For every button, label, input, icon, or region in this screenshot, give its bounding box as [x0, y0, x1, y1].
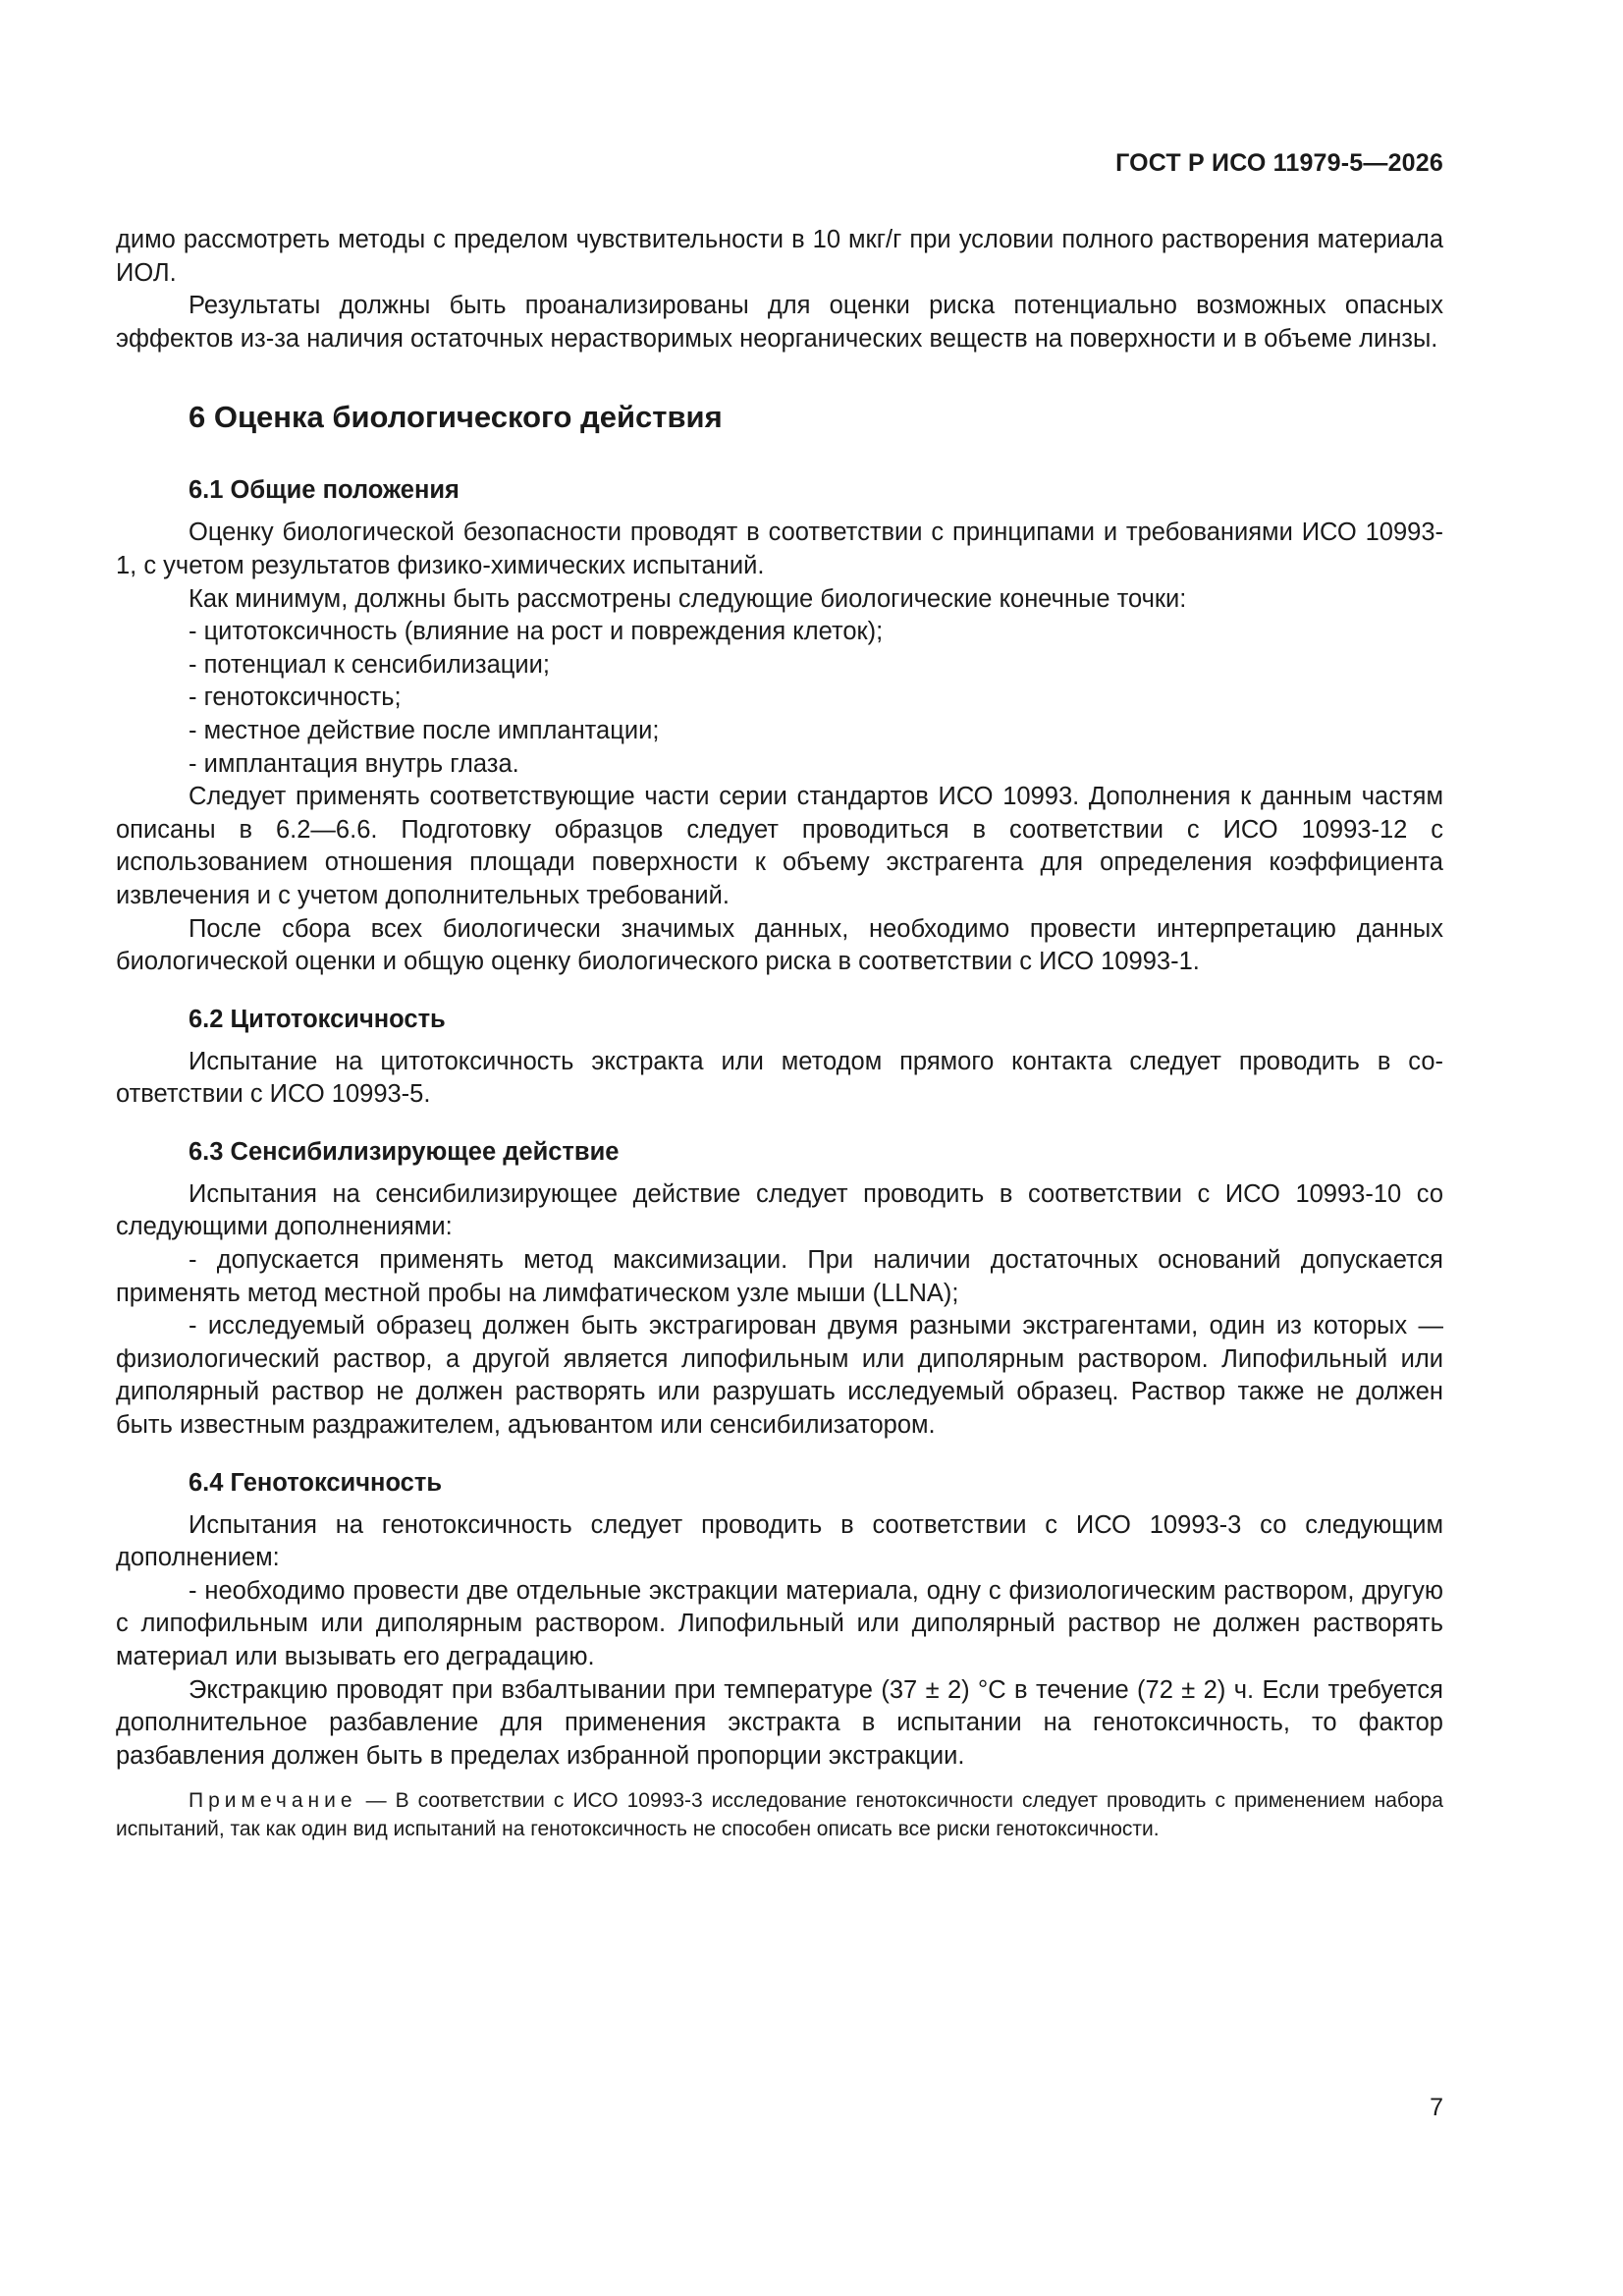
section-6-2-title: 6.2 Цитотоксичность [189, 1005, 446, 1033]
list-item: - допускается применять метод максимизации. При наличии достаточных оснований допускается применять метод местной пробы на лимфатическом узле мыши (LLNA); [116, 1246, 1443, 1307]
section-6-1-title: 6.1 Общие положения [189, 476, 460, 505]
list-item: - потенциал к сенсибилизации; [189, 650, 550, 679]
list-item: - генотоксичность; [189, 683, 402, 712]
section-6-4-paragraph-2: Экстракцию проводят при взбалтывании при температуре (37 ± 2) °С в течение (72 ± 2) ч. Если требуется дополнительное разбавление для применения экстракта в испытании на генотоксичность, то фактор разбавления должен быть в пределах избранной пропорции экстракции. [116, 1675, 1443, 1770]
section-6-1-paragraph-1: Оценку биологической безопасности проводят в соответствии с принципами и требованиями ИСО 10993-1, с учетом результатов физико-химических испытаний. [116, 519, 1443, 579]
section-6-4-title: 6.4 Генотоксичность [189, 1468, 443, 1497]
list-item: - имплантация внутрь глаза. [189, 749, 519, 778]
note-text: — В соответствии с ИСО 10993-3 исследование генотоксичности следует проводить с применением набора испытаний, так как один вид испытаний на генотоксичность не способен описать все риски генотоксичности. [116, 1789, 1443, 1841]
section-6-1-paragraph-3: Следует применять соответствующие части серии стандартов ИСО 10993. Дополнения к данным частям описаны в 6.2—6.6. Подготовку образцов следует проводиться в соответствии с ИСО 10993-12 с использованием отношения площади поверхности к объему экстрагента для определения коэффициента извлечения и с учетом дополнительных требований. [116, 783, 1443, 909]
note-label: Примечание [189, 1789, 357, 1813]
list-item: - исследуемый образец должен быть экстрагирован двумя разными экстрагентами, один из которых — физиологический раствор, а другой является липофильным или диполярным раствором. Липофильный или диполярный раствор не должен растворять или разрушать исследуемый образец. Раствор также не должен быть известным раздражителем, адъювантом или сенсибилизатором. [116, 1312, 1443, 1440]
intro-paragraph-2: Результаты должны быть проанализированы для оценки риска потенциально возможных опасных эффектов из-за наличия остаточных нерастворимых неорганических веществ на поверхности и в объеме линзы. [116, 292, 1443, 353]
list-item: - местное действие после имплантации; [189, 716, 660, 744]
list-item: - необходимо провести две отдельные экстракции материала, одну с физиологическим раствором, другую с липофильным или диполярным раствором. Липофильный или диполярный раствор не должен растворять материал или вызывать его деградацию. [116, 1576, 1443, 1670]
list-item: - цитотоксичность (влияние на рост и повреждения клеток); [189, 618, 884, 646]
section-6-1-paragraph-4: После сбора всех биологически значимых данных, необходимо провести интерпретацию данных биологической оценки и общую оценку биологического риска в соответствии с ИСО 10993-1. [116, 914, 1443, 976]
section-6-3-paragraph-1: Испытания на сенсибилизирующее действие следует проводить в соответствии с ИСО 10993-10 со следующими дополнениями: [116, 1179, 1443, 1241]
section-6-3-title: 6.3 Сенсибилизирующее действие [189, 1137, 620, 1166]
document-header: ГОСТ Р ИСО 11979-5—2026 [1115, 149, 1443, 177]
section-6-4-paragraph-1: Испытания на генотоксичность следует проводить в соответствии с ИСО 10993-3 со следующим дополнением: [116, 1510, 1443, 1572]
note [116, 1786, 1443, 1843]
intro-paragraph-1: димо рассмотреть методы с пределом чувствительности в 10 мкг/г при условии полного растворения материала ИОЛ. [116, 226, 1443, 287]
section-6-1-paragraph-2: Как минимум, должны быть рассмотрены следующие биологические конечные точки: [189, 584, 1187, 613]
section-6-title: 6 Оценка биологического действия [189, 400, 723, 435]
section-6-2-paragraph-1: Испытание на цитотоксичность экстракта или методом прямого контакта следует проводить в соответствии с ИСО 10993-5. [116, 1047, 1443, 1109]
page-number: 7 [1430, 2094, 1443, 2121]
document-body [116, 224, 1443, 1843]
